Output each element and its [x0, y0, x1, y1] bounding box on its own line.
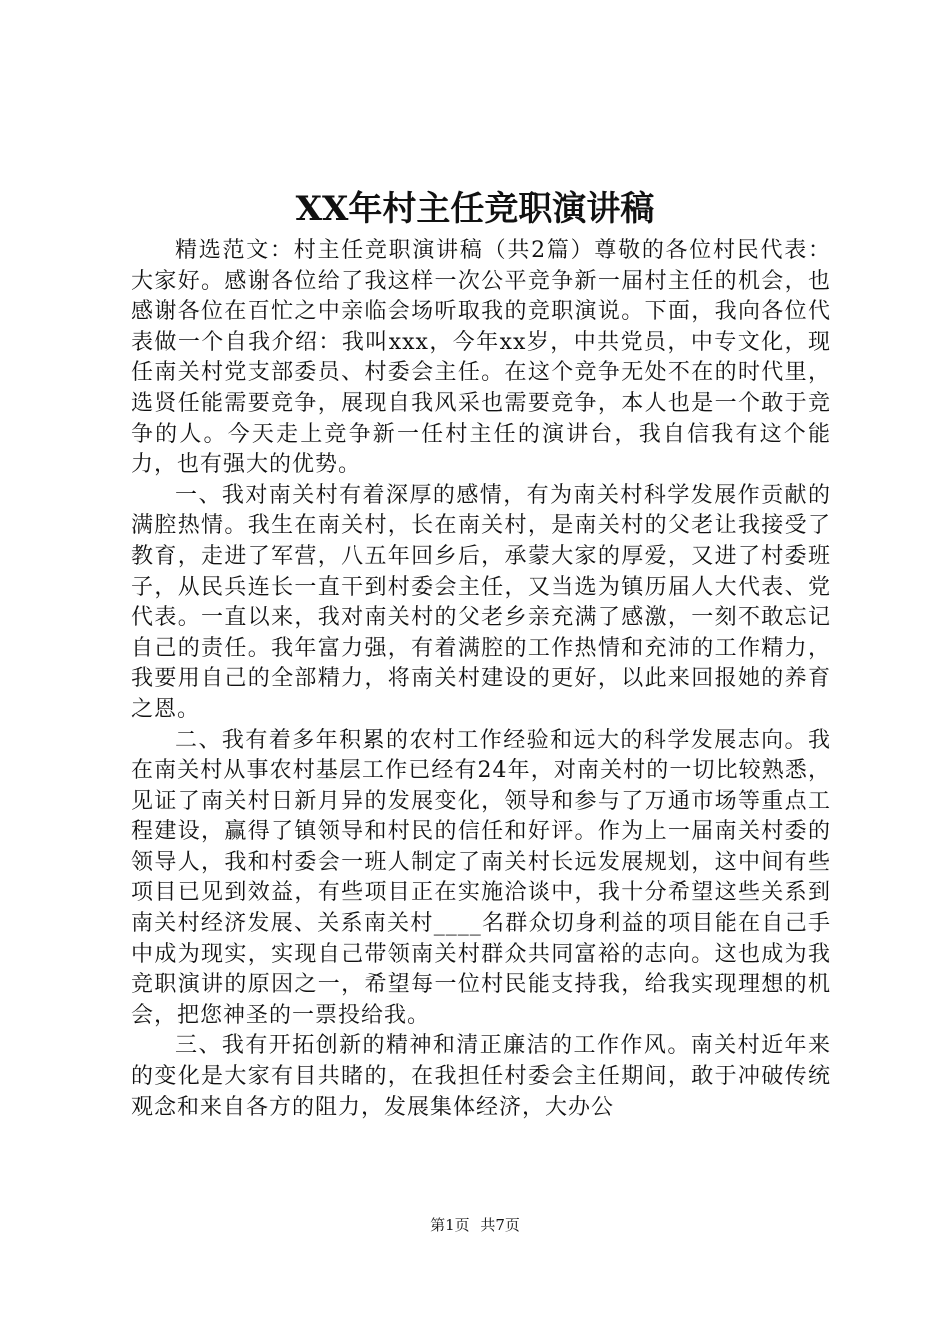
paragraph-point-three: 三、我有开拓创新的精神和清正廉洁的工作作风。南关村近年来的变化是大家有目共睹的，在我担任村委会主任期间，敢于冲破传统观念和来自各方的阻力，发展集体经济，大办公	[131, 1033, 831, 1120]
paragraph-intro: 精选范文：村主任竞职演讲稿（共2篇）尊敬的各位村民代表：大家好。感谢各位给了我这样一次公平竞争新一届村主任的机会，也感谢各位在百忙之中亲临会场听取我的竞职演说。下面，我向各位代表做一个自我介绍：我叫xxx，今年xx岁，中共党员，中专文化，现任南关村党支部委员、村委会主任。在这个竞争无处不在的时代里，选贤任能需要竞争，展现自我风采也需要竞争，本人也是一个敢于竞争的人。今天走上竞争新一任村主任的演讲台，我自信我有这个能力，也有强大的优势。	[131, 238, 831, 478]
document-body	[131, 236, 831, 1123]
document-title: XX年村主任竞职演讲稿	[295, 189, 655, 229]
paragraph-point-two: 二、我有着多年积累的农村工作经验和远大的科学发展志向。我在南关村从事农村基层工作已经有24年，对南关村的一切比较熟悉，见证了南关村日新月异的发展变化，领导和参与了万通市场等重点工程建设，赢得了镇领导和村民的信任和好评。作为上一届南关村委的领导人，我和村委会一班人制定了南关村长远发展规划，这中间有些项目已见到效益，有些项目正在实施洽谈中，我十分希望这些关系到南关村经济发展、关系南关村____名群众切身利益的项目能在自己手中成为现实，实现自己带领南关村群众共同富裕的志向。这也成为我竞职演讲的原因之一，希望每一位村民能支持我，给我实现理想的机会，把您神圣的一票投给我。	[131, 727, 831, 1028]
page-number-total: 共7页	[480, 1216, 520, 1234]
page-number-current: 第1页	[430, 1216, 470, 1234]
paragraph-point-one: 一、我对南关村有着深厚的感情，有为南关村科学发展作贡献的满腔热情。我生在南关村，长在南关村，是南关村的父老让我接受了教育，走进了军营，八五年回乡后，承蒙大家的厚爱，又进了村委班子，从民兵连长一直干到村委会主任，又当选为镇历届人大代表、党代表。一直以来，我对南关村的父老乡亲充满了感激，一刻不敢忘记自己的责任。我年富力强，有着满腔的工作热情和充沛的工作精力，我要用自己的全部精力，将南关村建设的更好，以此来回报她的养育之恩。	[131, 482, 831, 722]
page-footer	[0, 1215, 950, 1235]
